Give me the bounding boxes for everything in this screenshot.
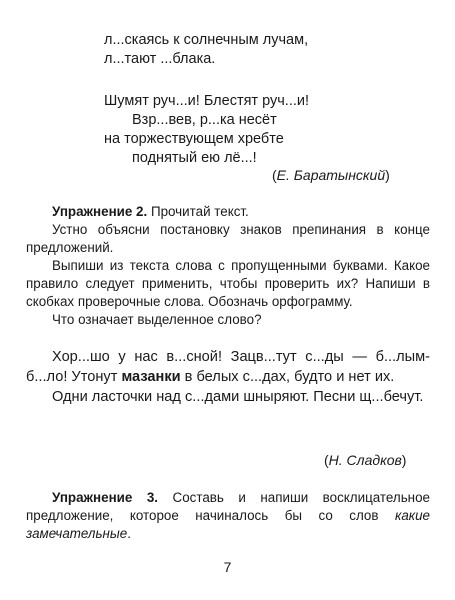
exercise-2-instructions <box>26 203 430 329</box>
poem-line: л...тают ...блака. <box>104 51 216 67</box>
text-fragment: Хор...шо у нас в...сной! Зацв...тут с...ды — б...лым-б...ло! Утонут <box>26 349 430 385</box>
exercise-2-intro: Прочитай текст. <box>150 204 249 219</box>
text-paragraph <box>26 347 430 387</box>
highlighted-word: мазанки <box>121 369 181 385</box>
instruction: Что означает выделенное слово? <box>52 312 262 327</box>
instruction: Устно объясни постановку знаков препинания в конце предложений. <box>26 222 430 255</box>
poem-line: на торжествующем хребте <box>104 131 284 147</box>
page-number: 7 <box>223 559 232 575</box>
exercise-2-text <box>26 347 430 407</box>
text-author-name: Н. Сладков <box>328 452 402 468</box>
instruction: Выпиши из текста слова с пропущенными буквами. Какое правило следует применить, чтобы проверить их? Напиши в скобках проверочные слова. Обозначь орфограмму. <box>26 258 430 309</box>
exercise-3-text-end: . <box>127 526 131 541</box>
exercise-3-key-words: какие замечательные <box>26 508 430 541</box>
poem-author-name: Е. Баратынский <box>276 167 386 183</box>
poem-line: Шумят руч...и! Блестят руч...и! <box>104 93 310 109</box>
text-paragraph: Одни ласточки над с...дами шныряют. Песни щ...бечут. <box>52 389 424 405</box>
exercise-3-title: Упражнение 3. <box>52 490 159 505</box>
poem-line: л...скаясь к солнечным лучам, <box>104 32 309 48</box>
poem-author: (Е. Баратынский) <box>272 167 390 183</box>
exercise-3-text: Составь и напиши восклицательное предложение, которое начиналось бы со слов <box>26 490 430 523</box>
poem-line: поднятый ею лё...! <box>132 150 257 166</box>
text-fragment: в белых с...дах, будто и нет их. <box>180 369 395 385</box>
text-author: (Н. Сладков) <box>324 452 407 468</box>
exercise-2-title: Упражнение 2. <box>52 204 148 219</box>
poem-line: Взр...вев, р...ка несёт <box>132 112 277 128</box>
exercise-3 <box>26 489 430 543</box>
